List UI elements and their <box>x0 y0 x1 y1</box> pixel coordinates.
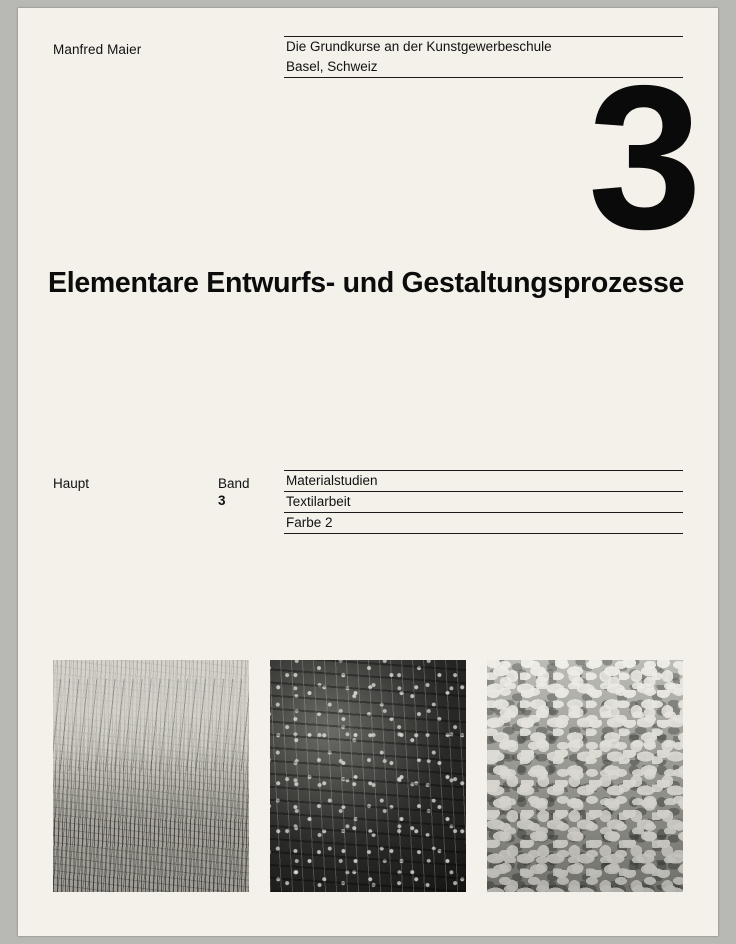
band-label: Band <box>218 476 250 491</box>
plate-strip <box>53 660 683 892</box>
series-line-2: Basel, Schweiz <box>286 59 378 74</box>
plate-image-materialstudien <box>53 660 249 892</box>
contents-item-1: Materialstudien <box>286 473 378 488</box>
series-line-1: Die Grundkurse an der Kunstgewerbeschule <box>286 39 552 54</box>
volume-numeral: 3 <box>587 43 696 272</box>
contents-rule-bottom <box>284 533 683 534</box>
contents-item-2: Textilarbeit <box>286 494 351 509</box>
page-title: Elementare Entwurfs- und Gestaltungsprozesse <box>48 267 685 299</box>
plate-image-farbe <box>487 660 683 892</box>
contents-item-3: Farbe 2 <box>286 515 333 530</box>
contents-block <box>284 470 683 534</box>
publisher-name: Haupt <box>53 476 90 491</box>
book-cover <box>18 8 718 936</box>
plate-image-textilarbeit <box>270 660 466 892</box>
author-name: Manfred Maier <box>53 42 142 57</box>
band-number: 3 <box>218 493 226 508</box>
